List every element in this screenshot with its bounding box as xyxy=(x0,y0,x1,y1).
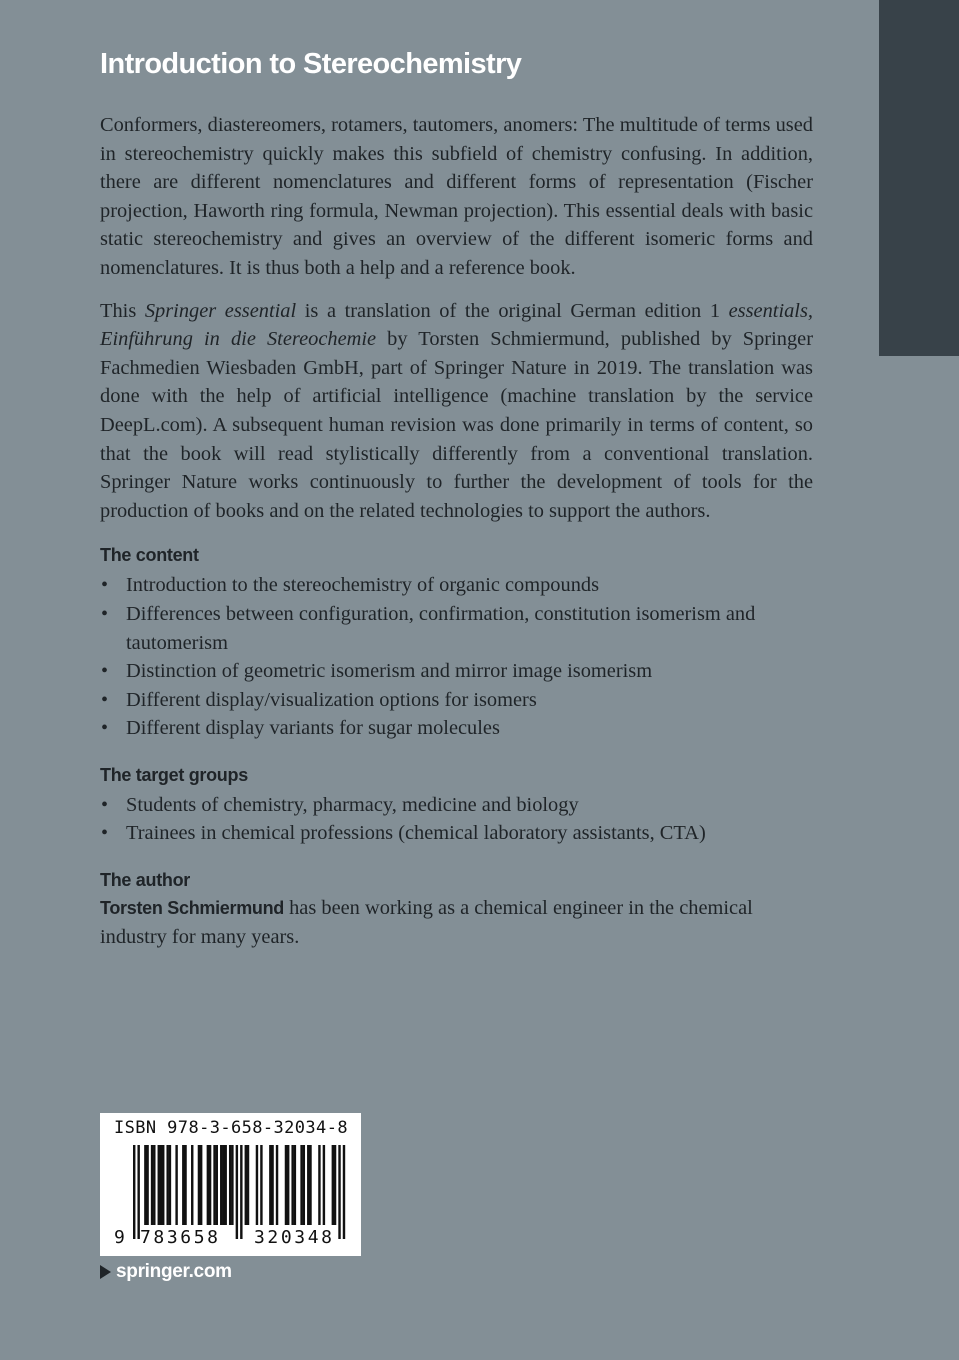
barcode-bar xyxy=(285,1145,287,1225)
bullet-icon: • xyxy=(101,717,109,740)
bullet-icon: • xyxy=(101,793,109,816)
barcode-bar xyxy=(220,1145,222,1225)
barcode-bar xyxy=(209,1145,211,1225)
barcode-bar xyxy=(269,1145,271,1225)
barcode-bar xyxy=(300,1145,302,1225)
list-item xyxy=(100,657,813,686)
barcode-bar xyxy=(137,1145,139,1239)
translation-text-a: This xyxy=(100,299,145,322)
barcode-digit-first: 9 xyxy=(114,1227,125,1248)
list-item xyxy=(100,686,813,715)
barcode-bar xyxy=(200,1145,202,1225)
author-paragraph xyxy=(100,894,813,951)
barcode-bar xyxy=(169,1145,171,1225)
barcode-bar xyxy=(229,1145,231,1225)
list-item-text: Different display/visualization options for isomers xyxy=(126,688,537,711)
barcode-bar xyxy=(222,1145,224,1225)
barcode-bar xyxy=(309,1145,311,1225)
barcode-bar xyxy=(160,1145,162,1225)
barcode-bar xyxy=(158,1145,160,1225)
barcode-digits-right: 320348 xyxy=(254,1227,335,1248)
list-item-text: Introduction to the stereochemistry of organic compounds xyxy=(126,574,600,597)
barcode-bar xyxy=(323,1145,325,1225)
isbn-label: ISBN 978-3-658-32034-8 xyxy=(114,1118,348,1138)
barcode-bar xyxy=(151,1145,153,1225)
barcode-bar xyxy=(247,1145,249,1225)
barcode-bar xyxy=(162,1145,164,1225)
barcode-bar xyxy=(318,1145,320,1225)
list-item xyxy=(100,571,813,600)
barcode-bar xyxy=(332,1145,334,1225)
barcode-bars-icon xyxy=(100,1113,361,1256)
bullet-icon: • xyxy=(101,574,109,597)
translation-italic-series: Springer essential xyxy=(144,299,297,322)
content-list xyxy=(100,571,813,743)
barcode-bar xyxy=(334,1145,336,1225)
barcode-bar xyxy=(236,1145,238,1239)
bullet-icon: • xyxy=(101,822,109,845)
translation-text-b: is a translation of the original German edition 1 xyxy=(296,299,729,322)
list-item xyxy=(100,600,813,657)
barcode-bar xyxy=(191,1145,193,1225)
publisher-link[interactable] xyxy=(100,1261,232,1283)
list-item xyxy=(100,714,813,743)
barcode-bar xyxy=(182,1145,184,1225)
barcode-bar xyxy=(153,1145,155,1225)
barcode-bar xyxy=(175,1145,177,1225)
barcode-bar xyxy=(291,1145,293,1225)
barcode-bar xyxy=(207,1145,209,1225)
translation-paragraph xyxy=(100,297,813,526)
publisher-url: springer.com xyxy=(116,1261,232,1282)
play-arrow-icon xyxy=(100,1265,111,1279)
isbn-barcode xyxy=(100,1113,361,1256)
bullet-icon: • xyxy=(101,602,109,625)
book-title: Introduction to Stereochemistry xyxy=(100,48,522,80)
barcode-bar xyxy=(146,1145,148,1225)
barcode-bar xyxy=(184,1145,186,1225)
barcode-digits-left: 783658 xyxy=(140,1227,221,1248)
barcode-bar xyxy=(216,1145,218,1225)
list-item-text: Distinction of geometric isomerism and mirror image isomerism xyxy=(126,660,653,683)
barcode-bar xyxy=(224,1145,226,1225)
side-tab xyxy=(879,0,959,356)
barcode-bar xyxy=(260,1145,262,1225)
barcode-bar xyxy=(166,1145,168,1225)
barcode-bar xyxy=(245,1145,247,1225)
author-heading: The author xyxy=(100,870,190,891)
target-groups-heading: The target groups xyxy=(100,764,248,785)
list-item-text: Trainees in chemical professions (chemical laboratory assistants, CTA) xyxy=(126,822,706,845)
list-item-text: Different display variants for sugar molecules xyxy=(126,717,500,740)
barcode-bar xyxy=(133,1145,135,1239)
intro-paragraph: Conformers, diastereomers, rotamers, tautomers, anomers: The multitude of terms used in stereochemistry quickly makes this subfield of chemistry confusing. In addition, there are different nomenclatures and different forms of representation (Fischer projection, Haworth ring formula, Newman projection). This essential deals with basic static stereochemistry and gives an overview of the different isomeric forms and nomenclatures. It is thus both a help and a reference book. xyxy=(100,114,813,279)
list-item-text: Differences between configuration, confirmation, constitution isomerism and tautomerism xyxy=(126,602,756,654)
barcode-bar xyxy=(343,1145,345,1239)
translation-italic-original-title: essentials, Einführung in die Stereochemie xyxy=(100,299,813,351)
content-heading: The content xyxy=(100,545,199,566)
back-cover-content xyxy=(100,40,813,951)
barcode-bar xyxy=(198,1145,200,1225)
list-item xyxy=(100,791,813,820)
barcode-bar xyxy=(338,1145,340,1239)
list-item-text: Students of chemistry, pharmacy, medicine and biology xyxy=(126,793,579,816)
barcode-bar xyxy=(294,1145,296,1225)
barcode-bar xyxy=(307,1145,309,1225)
list-item xyxy=(100,819,813,848)
barcode-bar xyxy=(271,1145,273,1225)
barcode-bar xyxy=(213,1145,215,1225)
bullet-icon: • xyxy=(101,660,109,683)
barcode-bar xyxy=(144,1145,146,1225)
barcode-bar xyxy=(303,1145,305,1225)
author-name: Torsten Schmiermund xyxy=(100,898,284,919)
barcode-bar xyxy=(256,1145,258,1225)
barcode-bar xyxy=(240,1145,242,1239)
target-groups-list xyxy=(100,791,813,848)
translation-text-c: by Torsten Schmiermund, published by Springer Fachmedien Wiesbaden GmbH, part of Springer Nature in 2019. The translation was done with the help of artificial intelligence (machine translation by the service DeepL.com). A subsequent human revision was done primarily in terms of content, so that the book will read stylistically differently from a conventional translation. Springer Nature works continuously to further the development of tools for the production of books and on the related technologies to support the authors. xyxy=(100,328,813,522)
barcode-bar xyxy=(276,1145,278,1225)
barcode-bar xyxy=(231,1145,233,1225)
bullet-icon: • xyxy=(101,688,109,711)
author-bio: has been working as a chemical engineer in the chemical industry for many years. xyxy=(100,897,753,948)
barcode-bar xyxy=(287,1145,289,1225)
